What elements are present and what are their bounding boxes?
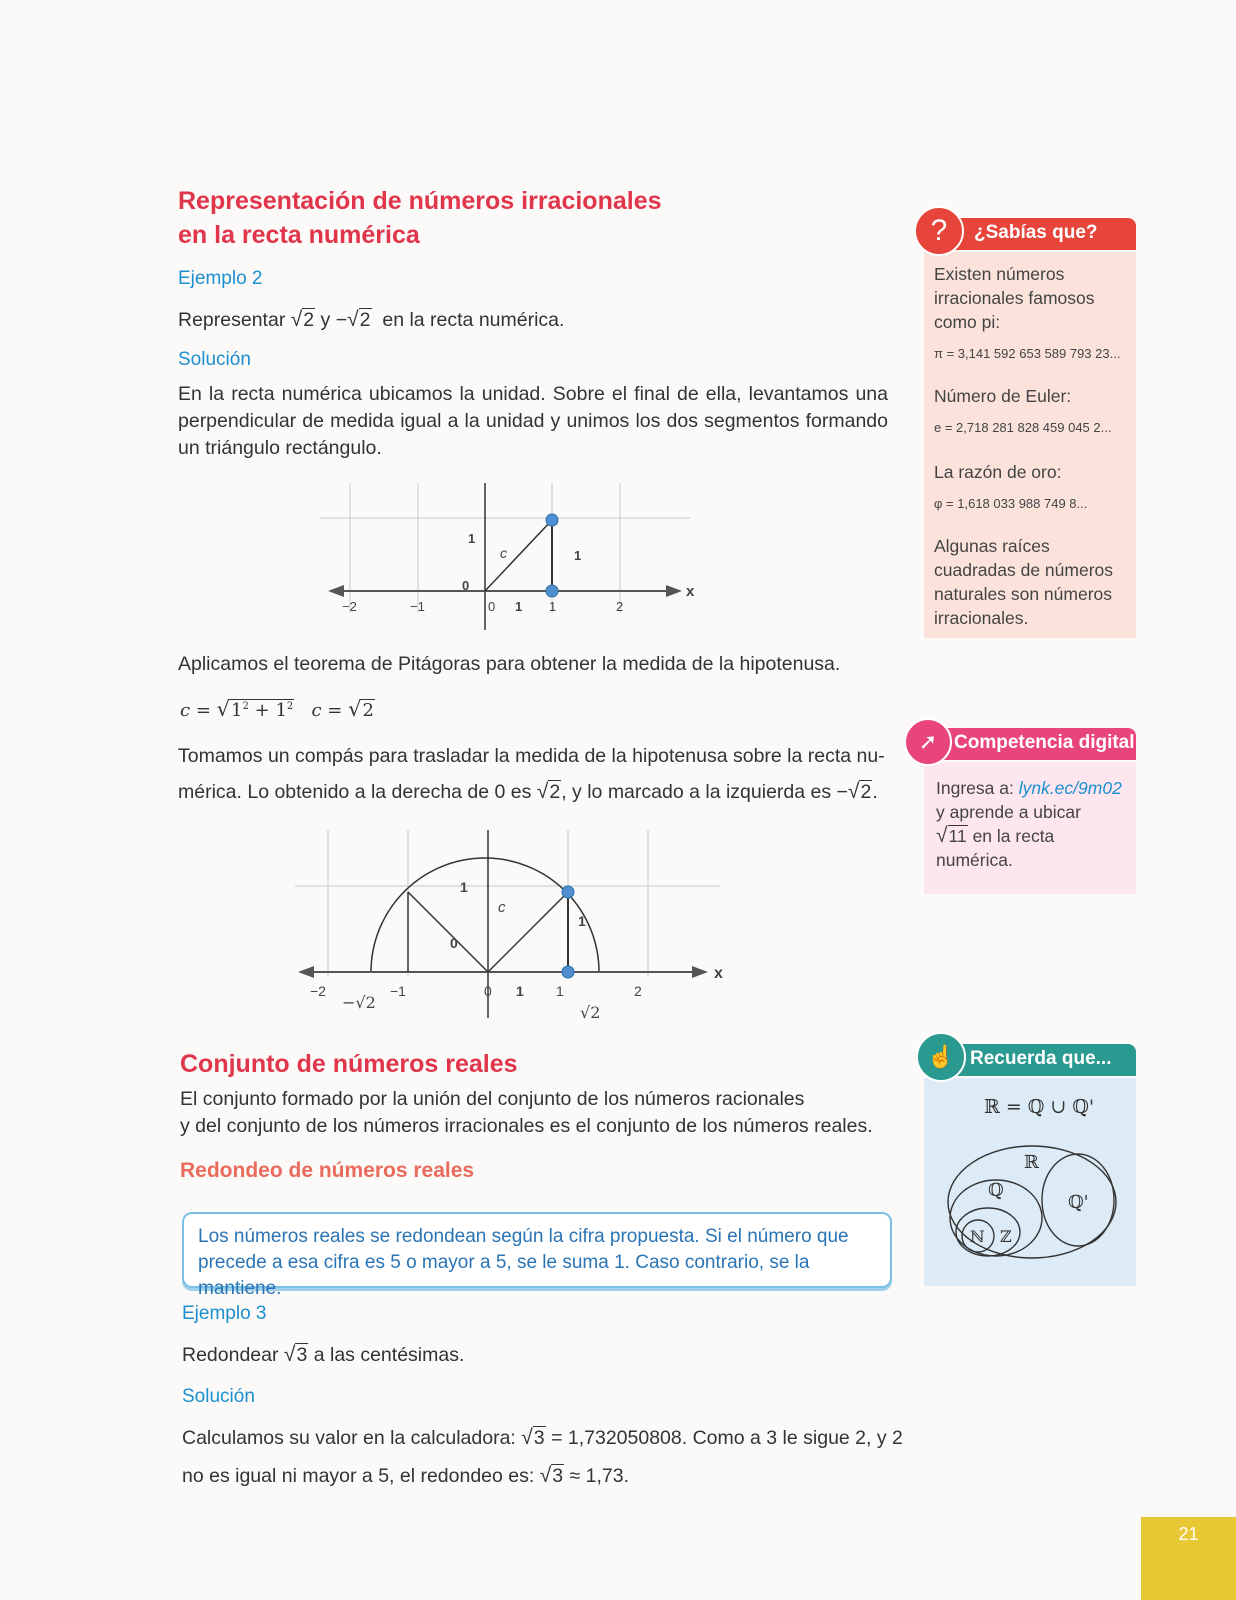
sabias-que-header: ¿Sabías que? xyxy=(938,218,1136,250)
gold-value: φ = 1,618 033 988 749 8... xyxy=(934,496,1088,511)
tick-label: −2 xyxy=(310,983,326,999)
pi-value: π = 3,141 592 653 589 793 23... xyxy=(934,346,1121,361)
rounding-subtitle: Redondeo de números reales xyxy=(180,1159,475,1182)
real-numbers-paragraph: El conjunto formado por la unión del conjunto de los números racionales y del conjunto de los números irracionales es el conjunto de los números reales. xyxy=(180,1088,873,1137)
label-one: 1 xyxy=(468,531,476,546)
label-one: 1 xyxy=(460,879,468,895)
tick-label: −1 xyxy=(410,599,425,614)
cursor-icon: ➚ xyxy=(904,718,952,766)
euler-label: Número de Euler: xyxy=(934,386,1072,406)
label-zero: 0 xyxy=(462,578,470,593)
tick-label: −1 xyxy=(390,983,406,999)
sabias-roots: Algunas raíces cuadradas de números naturales son números irracionales. xyxy=(934,536,1113,628)
set-Z-label: ℤ xyxy=(1000,1227,1012,1246)
recuerda-header: Recuerda que... xyxy=(936,1044,1136,1076)
sabias-intro: Existen números irracionales famosos como pi: xyxy=(934,264,1095,332)
solution-paragraph: En la recta numérica ubicamos la unidad. Sobre el final de ella, levantamos una perpendicular de medida igual a la unidad y unimos los dos segmentos formando un triángulo rectángulo. xyxy=(178,383,888,459)
competencia-text: Ingresa a: lynk.ec/9m02 y aprende a ubicar √11 en la recta numérica. xyxy=(936,778,1122,870)
calc-line-2: no es igual ni mayor a 5, el redondeo es: √3 ≈ 1,73. xyxy=(182,1464,630,1487)
real-set-formula: ℝ = ℚ ∪ ℚ' xyxy=(984,1096,1095,1118)
tick-label: 2 xyxy=(634,983,642,999)
euler-value: e = 2,718 281 828 459 045 2... xyxy=(934,420,1112,435)
neg-sqrt2-label: −√2 xyxy=(342,993,376,1012)
axis-x-label: x xyxy=(714,965,723,982)
question-icon: ? xyxy=(914,206,964,256)
label-zero: 0 xyxy=(450,935,458,951)
tick-label: 1 xyxy=(516,983,524,999)
page-number: 21 xyxy=(1141,1517,1236,1600)
example-2-statement: Representar √2 y −√2 en la recta numérica. xyxy=(178,306,564,334)
section-2-title: Conjunto de números reales xyxy=(180,1050,518,1078)
gold-label: La razón de oro: xyxy=(934,462,1062,482)
competencia-header: Competencia digital xyxy=(932,728,1136,760)
rounding-rule-box: Los números reales se redondean según la cifra propuesta. Si el número que precede a esa cifra es 5 o mayor a 5, se le suma 1. Caso contrario, se la mantiene. xyxy=(182,1212,892,1288)
example-3-statement: Redondear √3 a las centésimas. xyxy=(182,1343,465,1366)
tick-label: 0 xyxy=(484,983,492,999)
set-Qp-label: ℚ' xyxy=(1068,1192,1089,1213)
label-side: 1 xyxy=(574,548,582,563)
example-2-label: Ejemplo 2 xyxy=(178,268,263,289)
hand-icon: ☝ xyxy=(916,1032,966,1082)
sqrt-2: √2 xyxy=(290,308,315,331)
grid xyxy=(295,830,720,976)
figure-compass-arc xyxy=(290,828,750,1028)
solution-3-label: Solución xyxy=(182,1386,255,1407)
pythagoras-formula: $c = √1^2 + 1^2$ c = √2 xyxy=(180,697,374,721)
pythagoras-paragraph: Aplicamos el teorema de Pitágoras para obtener la medida de la hipotenusa. xyxy=(178,653,841,675)
calc-line-1: Calculamos su valor en la calculadora: √3 = 1,732050808. Como a 3 le sigue 2, y 2 xyxy=(182,1426,903,1449)
tick-label: 1 xyxy=(549,599,557,614)
set-N-label: ℕ xyxy=(970,1227,985,1246)
figure-right-triangle xyxy=(320,478,710,638)
label-c: c xyxy=(500,545,507,561)
section-title: Representación de números irracionales en la recta numérica xyxy=(178,187,662,249)
compass-paragraph: Tomamos un compás para trasladar la medida de la hipotenusa sobre la recta nu- mérica. Lo obtenido a la derecha de 0 es √2, y lo marcado a la izquierda es −√2. xyxy=(178,745,885,803)
set-R-label: ℝ xyxy=(1024,1152,1039,1173)
label-side: 1 xyxy=(578,913,586,929)
tick-label: 2 xyxy=(616,599,624,614)
tick-label: −2 xyxy=(342,599,357,614)
sqrt-2-negative: √2 xyxy=(347,308,371,331)
compass-arc xyxy=(371,858,599,972)
competencia-link[interactable]: lynk.ec/9m02 xyxy=(1018,778,1122,798)
pos-sqrt2-label: √2 xyxy=(580,1003,601,1022)
point-top xyxy=(562,886,574,898)
set-Q-label: ℚ xyxy=(988,1180,1004,1201)
solution-label: Solución xyxy=(178,349,251,370)
hypotenuse xyxy=(485,520,552,591)
number-sets-diagram xyxy=(944,1138,1124,1262)
tick-label: 1 xyxy=(556,983,564,999)
point-one xyxy=(546,585,558,597)
point-top xyxy=(546,514,558,526)
axis-x-label: x xyxy=(686,583,695,600)
tick-label: 0 xyxy=(488,599,496,614)
point-one xyxy=(562,966,574,978)
label-c: c xyxy=(498,899,506,916)
example-3-label: Ejemplo 3 xyxy=(182,1303,267,1324)
tick-label: 1 xyxy=(515,599,523,614)
